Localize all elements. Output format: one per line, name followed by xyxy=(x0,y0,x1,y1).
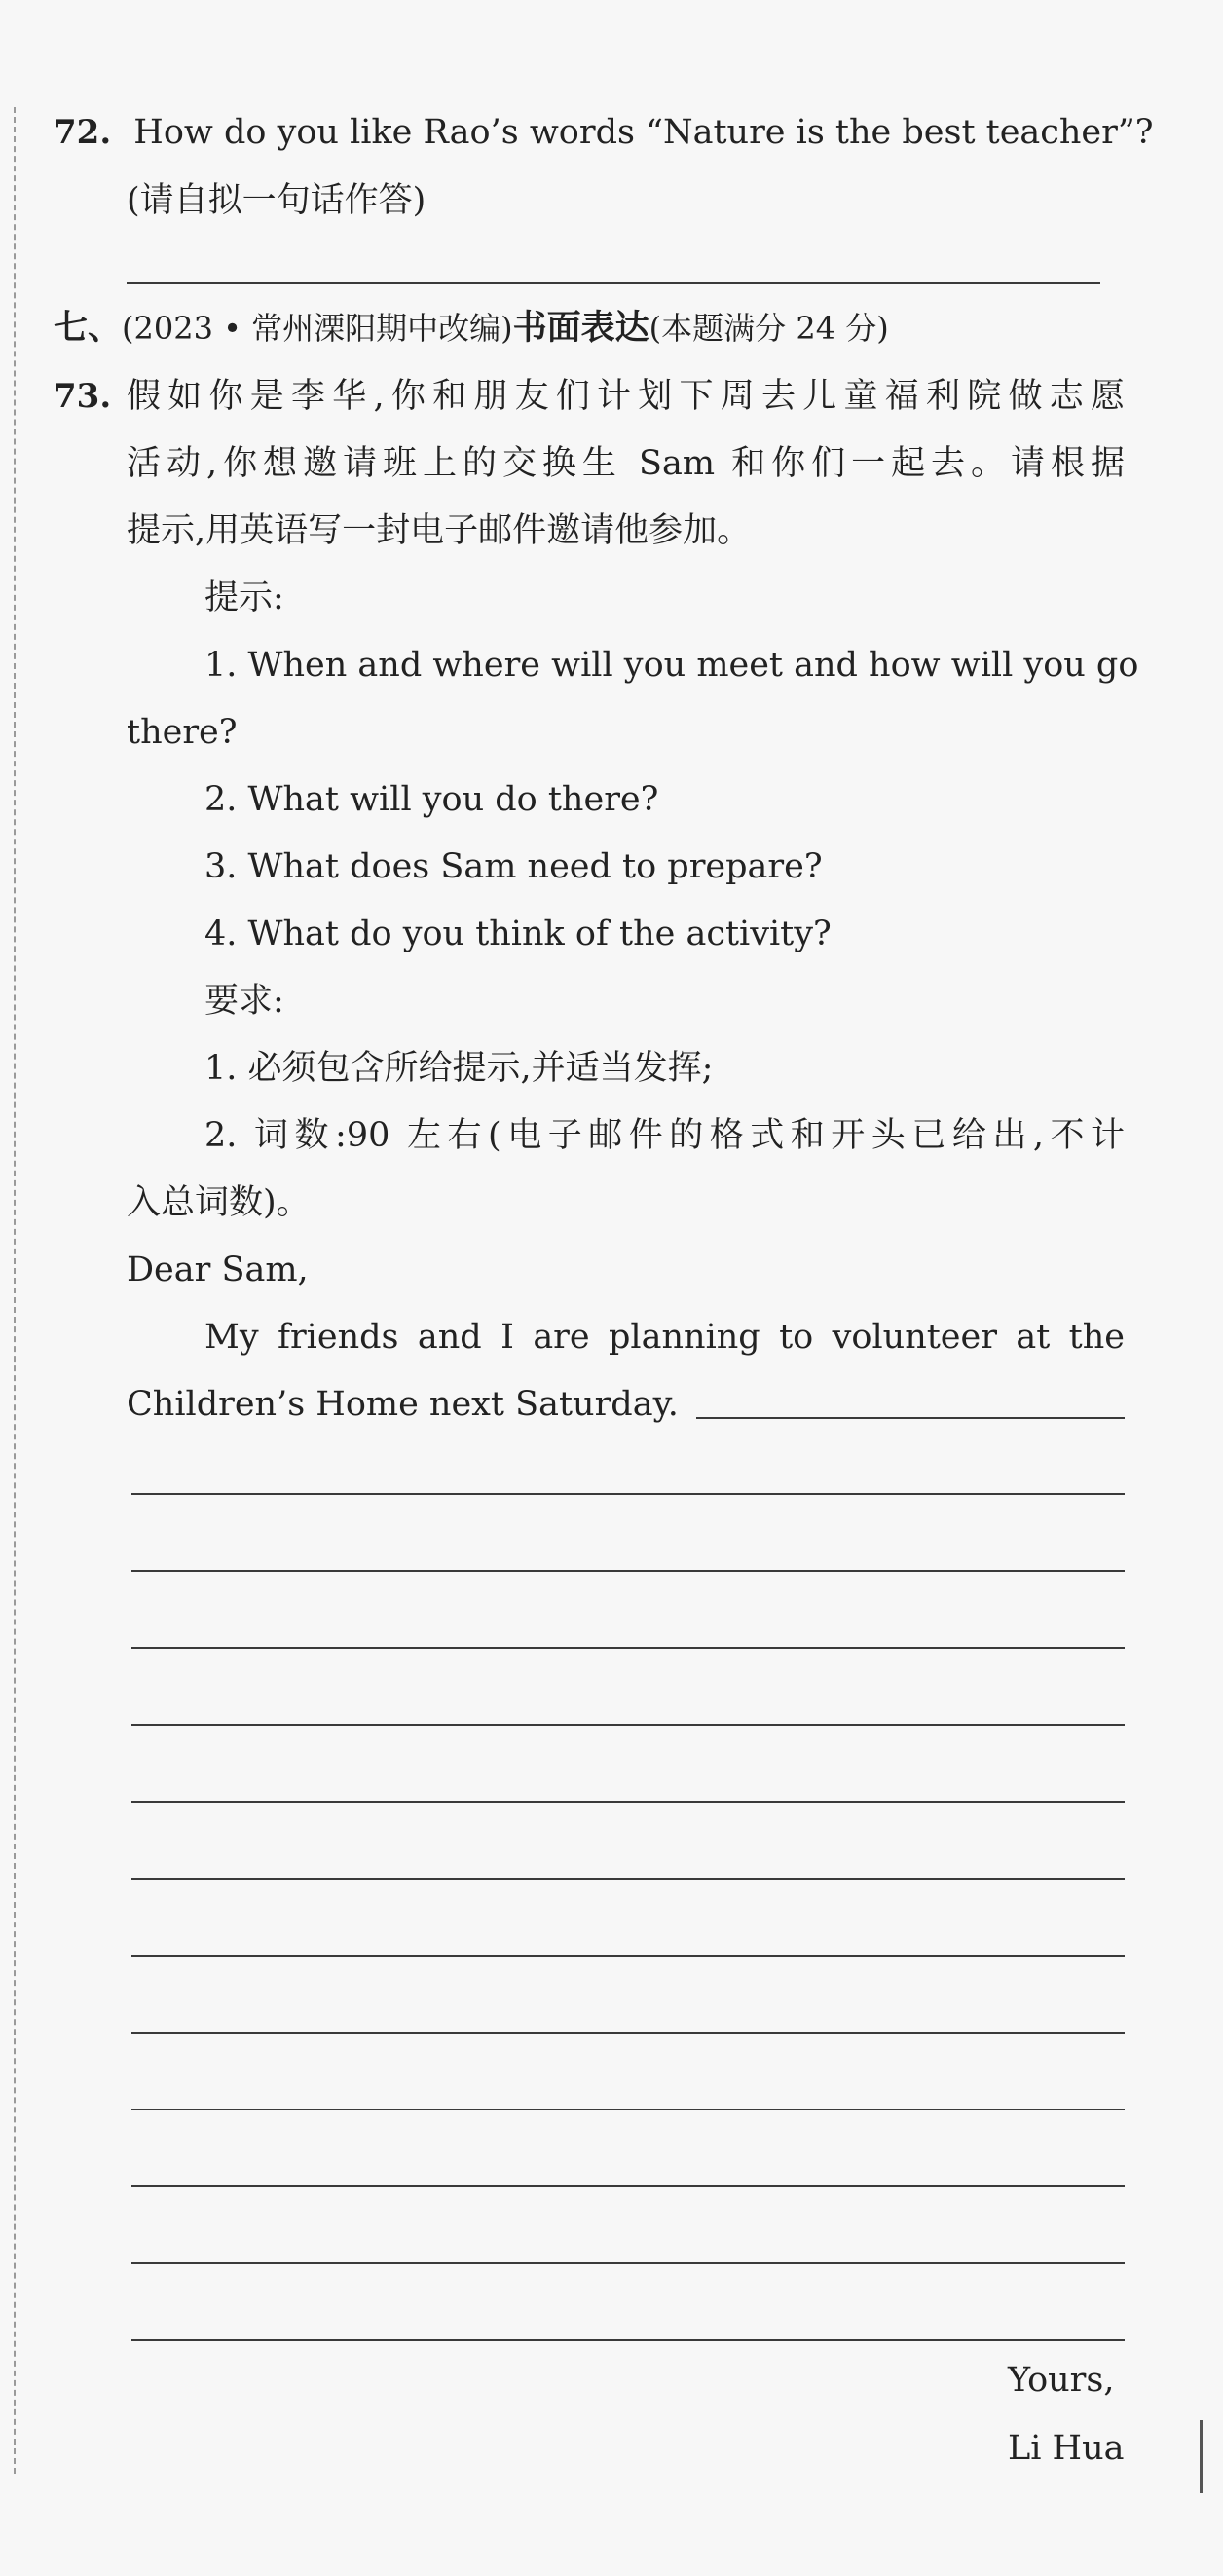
requirement-item: 2. 词数:90 左右(电子邮件的格式和开头已给出,不计 xyxy=(204,1116,1125,1155)
requirements-label: 要求: xyxy=(204,982,284,1021)
hint-item: 4. What do you think of the activity? xyxy=(204,915,832,953)
section-title: 书面表达 xyxy=(512,308,649,348)
writing-line[interactable] xyxy=(131,2339,1125,2341)
writing-line[interactable] xyxy=(131,2185,1125,2187)
question-number: 73. xyxy=(54,377,112,416)
section-label: 七、 xyxy=(54,308,123,348)
answer-line[interactable] xyxy=(127,282,1100,284)
writing-line[interactable] xyxy=(131,2109,1125,2110)
letter-salutation: Dear Sam, xyxy=(127,1251,309,1289)
letter-closing: Yours, xyxy=(1008,2361,1115,2400)
hint-item: there? xyxy=(127,713,238,752)
section-heading xyxy=(54,305,889,352)
requirement-item: 1. 必须包含所给提示,并适当发挥; xyxy=(204,1049,714,1088)
letter-opening: Children’s Home next Saturday. xyxy=(127,1385,679,1424)
letter-signature: Li Hua xyxy=(1008,2429,1125,2468)
writing-line[interactable] xyxy=(696,1417,1125,1419)
section-score: (本题满分 24 分) xyxy=(649,310,889,347)
hints-label: 提示: xyxy=(204,579,284,617)
letter-opening: My friends and I are planning to volunteer at the xyxy=(204,1318,1125,1357)
binding-margin-line xyxy=(14,107,16,2474)
prompt-line: 提示,用英语写一封电子邮件邀请他参加。 xyxy=(127,511,752,550)
question-text: How do you like Rao’s words “Nature is the best teacher”? xyxy=(133,113,1154,152)
writing-line[interactable] xyxy=(131,1878,1125,1880)
question-73-number xyxy=(54,373,111,420)
edge-mark xyxy=(1200,2420,1203,2493)
writing-line[interactable] xyxy=(131,2262,1125,2264)
writing-line[interactable] xyxy=(131,1724,1125,1726)
hint-item: 3. What does Sam need to prepare? xyxy=(204,847,823,886)
question-number: 72. xyxy=(54,113,112,152)
prompt-line: 活动,你想邀请班上的交换生 Sam 和你们一起去。请根据 xyxy=(127,444,1125,483)
writing-line[interactable] xyxy=(131,1647,1125,1649)
requirement-item: 入总词数)。 xyxy=(127,1183,311,1222)
prompt-line: 假如你是李华,你和朋友们计划下周去儿童福利院做志愿 xyxy=(127,377,1125,416)
writing-line[interactable] xyxy=(131,2032,1125,2034)
section-source: (2023 • 常州溧阳期中改编) xyxy=(122,310,513,347)
writing-line[interactable] xyxy=(131,1493,1125,1495)
writing-line[interactable] xyxy=(131,1955,1125,1957)
writing-line[interactable] xyxy=(131,1801,1125,1803)
hint-item: 2. What will you do there? xyxy=(204,780,659,819)
question-72 xyxy=(54,109,1154,156)
answer-instruction: (请自拟一句话作答) xyxy=(127,181,426,220)
writing-line[interactable] xyxy=(131,1570,1125,1572)
hint-item: 1. When and where will you meet and how will you go xyxy=(204,646,1139,685)
